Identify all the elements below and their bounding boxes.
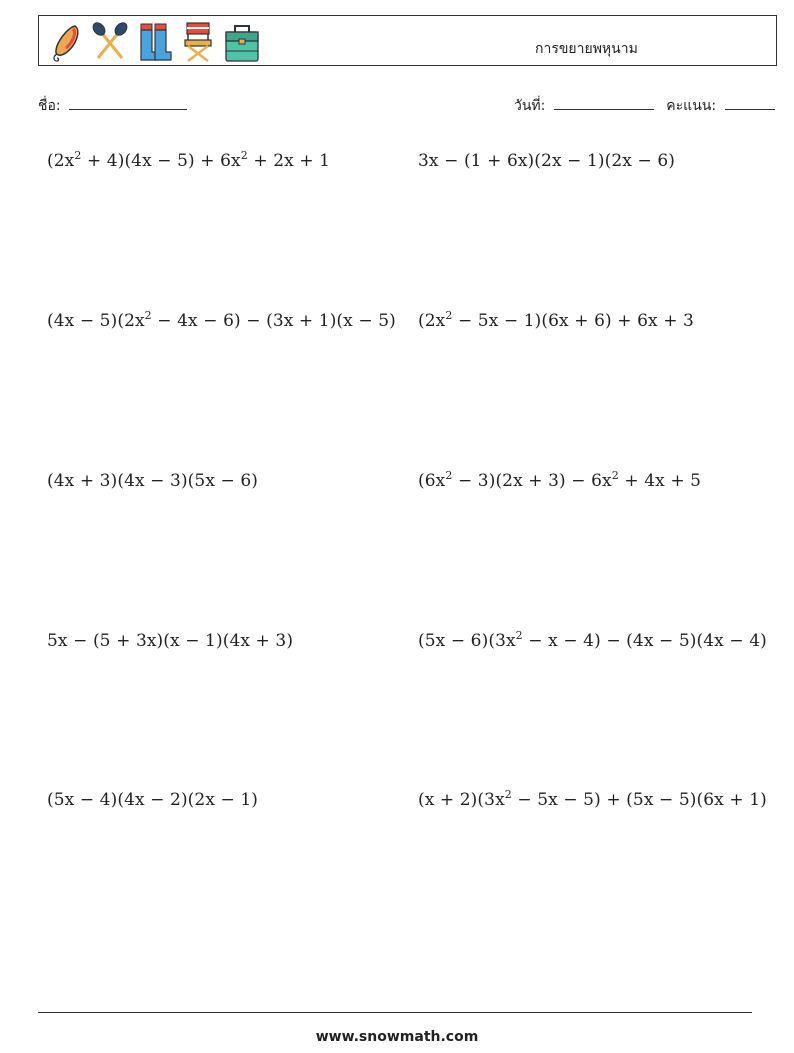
exponent: 2 xyxy=(515,629,523,642)
name-field xyxy=(38,95,187,117)
exponent: 2 xyxy=(611,469,619,482)
date-label: วันที่: xyxy=(514,98,546,114)
problem-8 xyxy=(418,631,767,651)
tackle-box-icon xyxy=(223,20,261,64)
problem-6 xyxy=(418,471,701,491)
fishing-lure-icon xyxy=(47,20,85,64)
expression-text: 5x − (5 + 3x)(x − 1)(4x + 3) xyxy=(47,631,294,651)
footer-website: www.snowmath.com xyxy=(315,1029,479,1045)
footer-divider xyxy=(38,1012,752,1013)
expression-text: − 5x − 5) + (5x − 5)(6x + 1) xyxy=(511,790,767,810)
date-score-fields xyxy=(514,95,775,117)
expression-text: + 4x + 5 xyxy=(618,471,702,491)
score-label: คะแนน: xyxy=(666,98,717,114)
worksheet-title: การขยายพหุนาม xyxy=(535,41,638,57)
expression-text: (2x xyxy=(418,311,446,331)
expression-text: (5x − 4)(4x − 2)(2x − 1) xyxy=(47,790,259,810)
exponent: 2 xyxy=(144,309,152,322)
expression-text: (4x + 3)(4x − 3)(5x − 6) xyxy=(47,471,259,491)
crossed-oars-icon xyxy=(91,20,129,64)
expression-text: (6x xyxy=(418,471,446,491)
expression-text: − x − 4) − (4x − 5)(4x − 4) xyxy=(522,631,767,651)
expression-text: − 5x − 1)(6x + 6) + 6x + 3 xyxy=(452,311,694,331)
name-blank[interactable] xyxy=(69,95,187,110)
exponent: 2 xyxy=(445,309,453,322)
exponent: 2 xyxy=(240,149,248,162)
expression-text: − 3)(2x + 3) − 6x xyxy=(452,471,612,491)
exponent: 2 xyxy=(504,788,512,801)
problem-4 xyxy=(418,311,694,331)
header-icons xyxy=(47,20,261,64)
problem-9 xyxy=(47,790,258,810)
expression-text: (2x xyxy=(47,151,75,171)
exponent: 2 xyxy=(445,469,453,482)
problem-1 xyxy=(47,151,330,171)
rubber-boots-icon xyxy=(135,20,173,64)
expression-text: (5x − 6)(3x xyxy=(418,631,516,651)
camping-chair-icon xyxy=(179,20,217,64)
expression-text: + 2x + 1 xyxy=(247,151,331,171)
problem-10 xyxy=(418,790,767,810)
problem-3 xyxy=(47,311,396,331)
expression-text: 3x − (1 + 6x)(2x − 1)(2x − 6) xyxy=(418,151,675,171)
expression-text: − 4x − 6) − (3x + 1)(x − 5) xyxy=(151,311,396,331)
worksheet-header xyxy=(38,15,777,66)
expression-text: (x + 2)(3x xyxy=(418,790,505,810)
score-blank[interactable] xyxy=(725,95,775,110)
expression-text: (4x − 5)(2x xyxy=(47,311,145,331)
name-label: ชื่อ: xyxy=(38,98,61,114)
problem-2 xyxy=(418,151,675,171)
problem-7 xyxy=(47,631,293,651)
problem-5 xyxy=(47,471,258,491)
date-blank[interactable] xyxy=(554,95,654,110)
exponent: 2 xyxy=(74,149,82,162)
expression-text: + 4)(4x − 5) + 6x xyxy=(81,151,241,171)
